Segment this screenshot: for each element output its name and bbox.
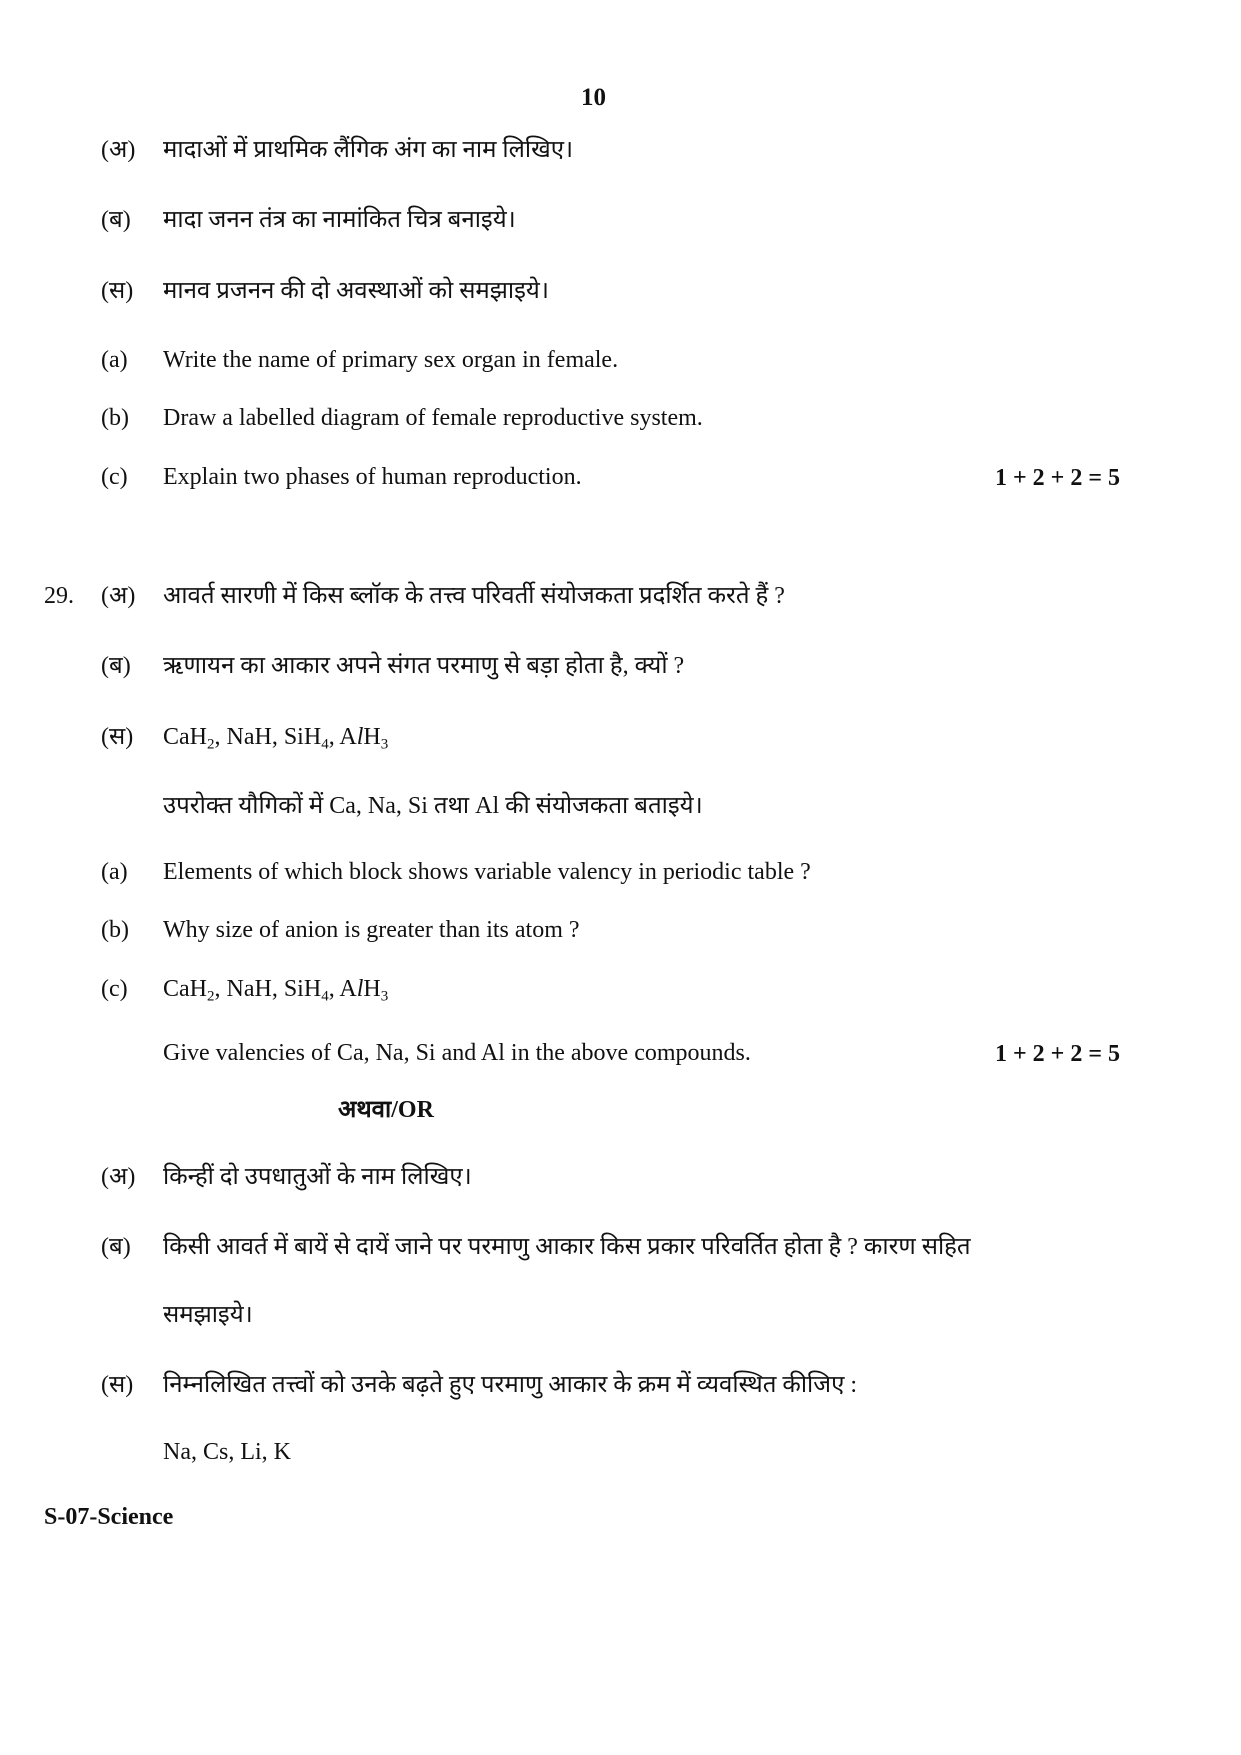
- q29-marks: 1 + 2 + 2 = 5: [995, 1041, 1121, 1067]
- q28-en-c-text: Explain two phases of human reproduction.: [163, 464, 582, 490]
- q28-hi-c-text: मानव प्रजनन की दो अवस्थाओं को समझाइये।: [163, 278, 549, 304]
- or-separator: अथवा/OR: [338, 1097, 434, 1123]
- q29-hi-b-text: ऋणायन का आकार अपने संगत परमाणु से बड़ा होता है, क्यों ?: [163, 653, 685, 679]
- q29-hi-c-line2: उपरोक्त यौगिकों में Ca, Na, Si तथा Al की संयोजकता बताइये।: [163, 793, 703, 819]
- q28-hi-c-label: (स): [101, 278, 134, 304]
- q29-or-a-text: किन्हीं दो उपधातुओं के नाम लिखिए।: [163, 1164, 472, 1190]
- q29-hi-a-label: (अ): [101, 583, 136, 609]
- q29-en-b-label: (b): [101, 917, 129, 943]
- q29-en-a-text: Elements of which block shows variable valency in periodic table ?: [163, 859, 811, 885]
- q29-hi-b-label: (ब): [101, 653, 131, 679]
- q29-or-a-label: (अ): [101, 1164, 136, 1190]
- q28-en-b-text: Draw a labelled diagram of female reproductive system.: [163, 405, 703, 431]
- q29-en-c-formula: CaH$_2$, NaH, SiH$_4$, AlH$_3$: [163, 976, 389, 1005]
- q28-en-a-text: Write the name of primary sex organ in female.: [163, 347, 619, 373]
- q29-or-b-line2: समझाइये।: [163, 1302, 253, 1328]
- q29-or-c-line2: Na, Cs, Li, K: [163, 1439, 291, 1465]
- q29-or-b-text: किसी आवर्त में बायें से दायें जाने पर परमाणु आकार किस प्रकार परिवर्तित होता है ? कारण सहित: [163, 1234, 971, 1260]
- q29-en-b-text: Why size of anion is greater than its atom ?: [163, 917, 580, 943]
- page-number: 10: [581, 84, 606, 111]
- q28-en-a-label: (a): [101, 347, 128, 373]
- q29-hi-a-text: आवर्त सारणी में किस ब्लॉक के तत्त्व परिवर्ती संयोजकता प्रदर्शित करते हैं ?: [163, 583, 785, 609]
- q29-en-c-label: (c): [101, 976, 128, 1002]
- q29-en-c-line2: Give valencies of Ca, Na, Si and Al in the above compounds.: [163, 1040, 751, 1066]
- q28-marks: 1 + 2 + 2 = 5: [995, 465, 1121, 491]
- q28-hi-a-label: (अ): [101, 137, 136, 163]
- q29-number: 29.: [44, 583, 74, 609]
- footer-code: S-07-Science: [44, 1504, 174, 1530]
- q29-hi-c-formula: CaH$_2$, NaH, SiH$_4$, AlH$_3$: [163, 724, 389, 753]
- q28-hi-b-text: मादा जनन तंत्र का नामांकित चित्र बनाइये।: [163, 207, 516, 233]
- q29-or-c-label: (स): [101, 1372, 134, 1398]
- q29-or-c-text: निम्नलिखित तत्त्वों को उनके बढ़ते हुए परमाणु आकार के क्रम में व्यवस्थित कीजिए :: [163, 1372, 858, 1398]
- q29-or-b-label: (ब): [101, 1234, 131, 1260]
- q28-en-c-label: (c): [101, 464, 128, 490]
- q28-en-b-label: (b): [101, 405, 129, 431]
- q28-hi-b-label: (ब): [101, 207, 131, 233]
- q29-hi-c-label: (स): [101, 724, 134, 750]
- q28-hi-a-text: मादाओं में प्राथमिक लैंगिक अंग का नाम लिखिए।: [163, 137, 574, 163]
- q29-en-a-label: (a): [101, 859, 128, 885]
